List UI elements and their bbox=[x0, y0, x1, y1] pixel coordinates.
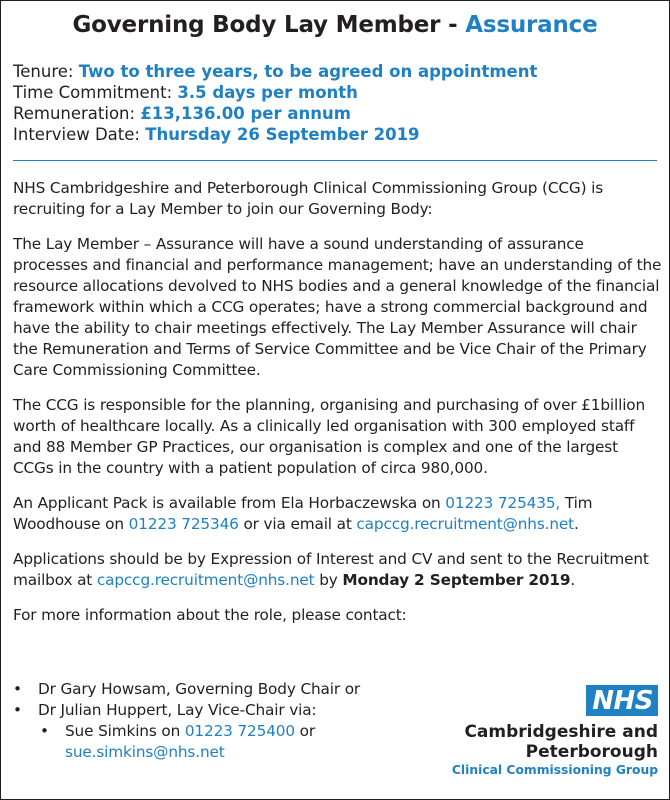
list-item: • Dr Gary Howsam, Governing Body Chair or bbox=[13, 679, 413, 700]
phone-link-sue[interactable]: 01223 725400 bbox=[184, 722, 295, 740]
fact-time-commitment bbox=[13, 82, 537, 103]
fact-value: £13,136.00 per annum bbox=[140, 104, 351, 123]
body-text bbox=[13, 178, 663, 640]
email-link-sue[interactable]: sue.simkins@nhs.net bbox=[65, 743, 225, 761]
nhs-logo-box: NHS bbox=[586, 685, 658, 716]
nhs-logo bbox=[408, 685, 658, 778]
fact-value: Thursday 26 September 2019 bbox=[145, 125, 420, 144]
fact-label: Tenure: bbox=[13, 62, 79, 81]
list-item: • Dr Julian Huppert, Lay Vice-Chair via: bbox=[13, 700, 413, 721]
text: Tim Woodhouse on bbox=[13, 494, 593, 533]
text: or via email at bbox=[238, 515, 357, 533]
role-facts bbox=[13, 61, 537, 145]
fact-remuneration bbox=[13, 103, 537, 124]
list-item-nested bbox=[13, 721, 413, 763]
role-paragraph: The Lay Member – Assurance will have a sound understanding of assurance processes and financial and performance management; have an understanding of the resource allocations devolved to NHS bodies and a general knowledge of the financial framework within which a CCG operates; have a strong commercial background and have the ability to chair meetings effectively. The Lay Member Assurance will chair the Remuneration and Terms of Service Committee and be Vice Chair of the Primary Care Commissioning Committee. bbox=[13, 235, 662, 379]
email-link-recruitment[interactable]: capccg.recruitment@nhs.net bbox=[356, 515, 575, 533]
applications-paragraph bbox=[13, 549, 663, 591]
phone-link-ela[interactable]: 01223 725435, bbox=[445, 494, 561, 512]
divider bbox=[13, 160, 657, 161]
applicant-pack-paragraph bbox=[13, 493, 663, 535]
phone-link-tim[interactable]: 01223 725346 bbox=[128, 515, 239, 533]
contact-intro: For more information about the role, please contact: bbox=[13, 606, 407, 624]
intro-paragraph: NHS Cambridgeshire and Peterborough Clinical Commissioning Group (CCG) is recruiting for a Lay Member to join our Governing Body: bbox=[13, 179, 604, 218]
text: . bbox=[574, 515, 579, 533]
ccg-paragraph: The CCG is responsible for the planning, organising and purchasing of over £1billion worth of healthcare locally. As a clinically led organisation with 300 employed staff and 88 Member GP Practices, our organisation is complex and one of the largest CCGs in the country with a patient population of circa 980,000. bbox=[13, 396, 646, 477]
fact-label: Remuneration: bbox=[13, 104, 141, 123]
logo-org-line1: Cambridgeshire and bbox=[464, 722, 658, 742]
fact-interview-date bbox=[13, 124, 537, 145]
fact-label: Time Commitment: bbox=[13, 83, 178, 102]
text: or bbox=[294, 722, 316, 740]
page-title bbox=[0, 12, 670, 38]
fact-value: 3.5 days per month bbox=[177, 83, 358, 102]
text: Applications should be by Expression of Interest and CV and sent to the Recruitment mailbox at bbox=[13, 550, 649, 589]
text: . bbox=[570, 571, 576, 589]
contact-list bbox=[13, 679, 413, 763]
email-link-recruitment-mailbox[interactable]: capccg.recruitment@nhs.net bbox=[96, 571, 315, 589]
fact-label: Interview Date: bbox=[13, 125, 146, 144]
fact-tenure bbox=[13, 61, 537, 82]
title-main: Governing Body Lay Member - bbox=[72, 12, 466, 38]
title-accent: Assurance bbox=[465, 12, 598, 38]
text: An Applicant Pack is available from Ela Horbaczewska on bbox=[13, 494, 446, 512]
text: Sue Simkins on bbox=[65, 722, 185, 740]
text: by bbox=[314, 571, 343, 589]
deadline-date: Monday 2 September 2019 bbox=[342, 571, 571, 589]
fact-value: Two to three years, to be agreed on appointment bbox=[78, 62, 538, 81]
logo-org-line2: Peterborough bbox=[525, 742, 658, 762]
logo-org-line3: Clinical Commissioning Group bbox=[451, 763, 658, 777]
